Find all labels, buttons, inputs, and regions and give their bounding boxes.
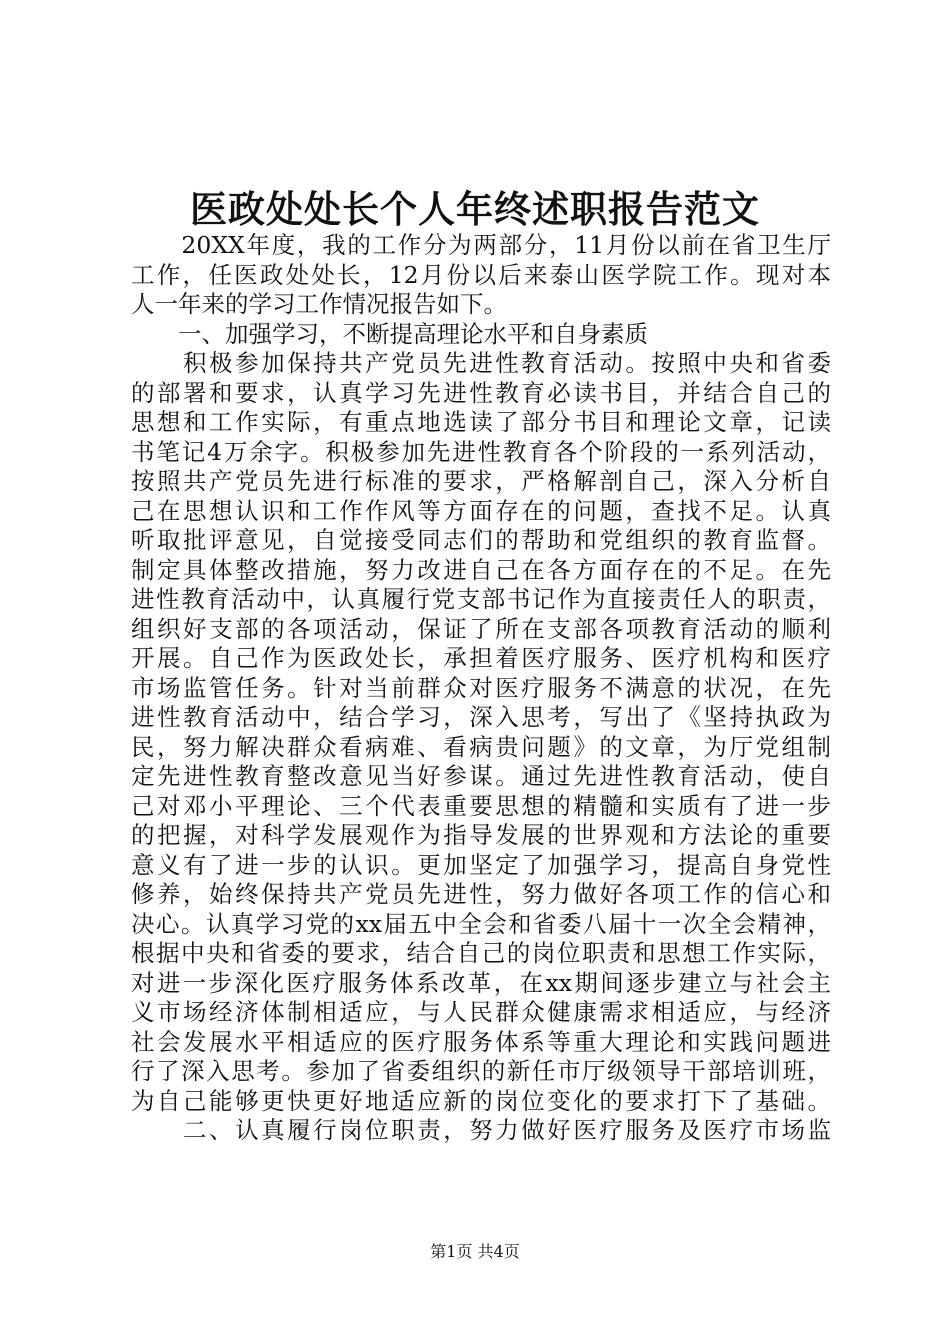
body-line: 根据中央和省委的要求，结合自己的岗位职责和思想工作实际， [131, 939, 831, 967]
body-line: 社会发展水平相适应的医疗服务体系等重大理论和实践问题进 [131, 1027, 831, 1056]
page-footer: 第1页 共4页 [430, 1242, 520, 1261]
body-line: 己对邓小平理论、三个代表重要思想的精髓和实质有了进一步 [131, 791, 831, 820]
document-title: 医政处处长个人年终述职报告范文 [190, 187, 760, 231]
body-line: 开展。自己作为医政处长，承担着医疗服务、医疗机构和医疗 [131, 644, 831, 672]
body-line: 的把握，对科学发展观作为指导发展的世界观和方法论的重要 [131, 821, 831, 849]
body-line: 民，努力解决群众看病难、看病贵问题》的文章，为厅党组制 [131, 732, 831, 761]
body-line: 进性教育活动中，认真履行党支部书记作为直接责任人的职责， [131, 585, 831, 613]
body-line: 修养，始终保持共产党员先进性，努力做好各项工作的信心和 [131, 880, 831, 908]
body-line: 思想和工作实际，有重点地选读了部分书目和理论文章，记读 [131, 408, 831, 436]
body-line: 二、认真履行岗位职责，努力做好医疗服务及医疗市场监 [131, 1116, 831, 1144]
body-line: 行了深入思考。参加了省委组织的新任市厅级领导干部培训班， [131, 1057, 831, 1085]
body-line: 为自己能够更快更好地适应新的岗位变化的要求打下了基础。 [131, 1086, 831, 1115]
body-line: 按照共产党员先进行标准的要求，严格解剖自己，深入分析自 [131, 467, 831, 495]
body-line: 意义有了进一步的认识。更加坚定了加强学习，提高自身党性 [131, 850, 831, 879]
body-line: 市场监管任务。针对当前群众对医疗服务不满意的状况，在先 [131, 673, 831, 702]
body-line: 义市场经济体制相适应，与人民群众健康需求相适应，与经济 [131, 998, 831, 1026]
body-line: 20XX年度，我的工作分为两部分，11月份以前在省卫生厅 [131, 231, 831, 259]
body-line: 定先进性教育整改意见当好参谋。通过先进性教育活动，使自 [131, 762, 831, 790]
body-line: 决心。认真学习党的xx届五中全会和省委八届十一次全会精神， [131, 909, 831, 938]
body-line: 人一年来的学习工作情况报告如下。 [131, 290, 507, 318]
body-line: 组织好支部的各项活动，保证了所在支部各项教育活动的顺利 [131, 614, 831, 643]
body-line: 积极参加保持共产党员先进性教育活动。按照中央和省委 [131, 349, 831, 377]
body-line: 己在思想认识和工作作风等方面存在的问题，查找不足。认真 [131, 496, 831, 525]
body-line: 制定具体整改措施，努力改进自己在各方面存在的不足。在先 [131, 555, 831, 584]
body-line: 书笔记4万余字。积极参加先进性教育各个阶段的一系列活动， [131, 437, 831, 466]
body-line: 听取批评意见，自觉接受同志们的帮助和党组织的教育监督。 [131, 526, 831, 554]
body-line: 的部署和要求，认真学习先进性教育必读书目，并结合自己的 [131, 378, 831, 407]
body-line: 进性教育活动中，结合学习，深入思考，写出了《坚持执政为 [131, 703, 831, 731]
body-line: 一、加强学习，不断提高理论水平和自身素质 [131, 319, 648, 348]
body-line: 工作，任医政处处长，12月份以后来泰山医学院工作。现对本 [131, 260, 831, 289]
document-body [131, 231, 831, 1146]
body-line: 对进一步深化医疗服务体系改革，在xx期间逐步建立与社会主 [131, 968, 831, 997]
